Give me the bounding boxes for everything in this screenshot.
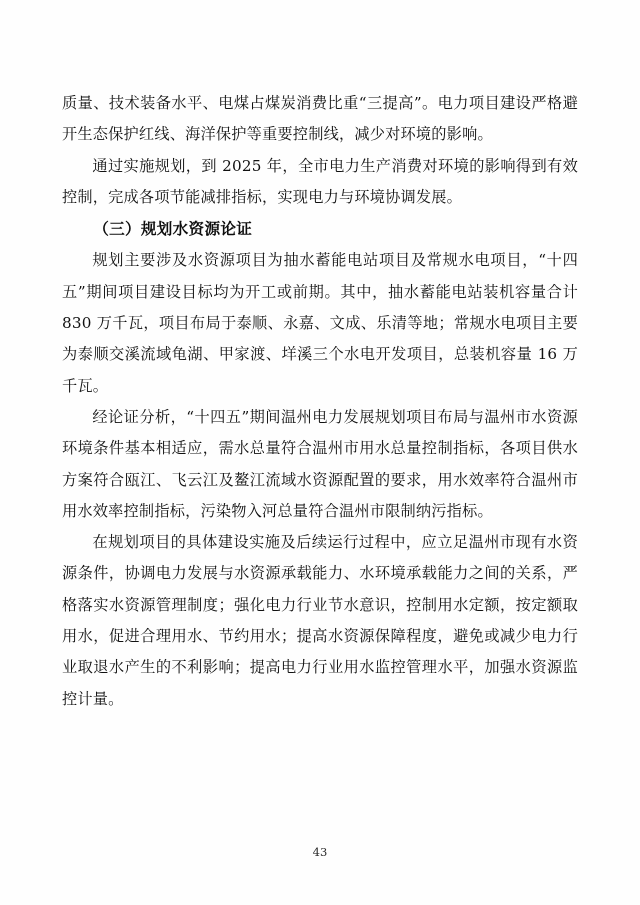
paragraph: 质量、技术装备水平、电煤占煤炭消费比重“三提高”。电力项目建设严格避开生态保护红线、海洋保护等重要控制线，减少对环境的影响。 bbox=[62, 94, 578, 144]
page-number: 43 bbox=[312, 845, 328, 859]
paragraph: 通过实施规划，到 2025 年，全市电力生产消费对环境的影响得到有效控制，完成各项节能减排指标，实现电力与环境协调发展。 bbox=[62, 156, 578, 206]
paragraph: 规划主要涉及水资源项目为抽水蓄能电站项目及常规水电项目，“十四五”期间项目建设目标均为开工或前期。其中，抽水蓄能电站装机容量合计 830 万千瓦，项目布局于泰顺、永嘉、文成、乐清等地；常规水电项目主要为泰顺交溪流域龟湖、甲家渡、垟溪三个水电开发项目，总装机容量 16 万千瓦。 bbox=[62, 251, 578, 395]
paragraph: 经论证分析，“十四五”期间温州电力发展规划项目布局与温州市水资源环境条件基本相适应，需水总量符合温州市用水总量控制指标，各项目供水方案符合瓯江、飞云江及鳌江流域水资源配置的要求，用水效率符合温州市用水效率控制指标，污染物入河总量符合温州市限制纳污指标。 bbox=[62, 407, 578, 520]
section-heading: （三）规划水资源论证 bbox=[93, 219, 253, 239]
page-body bbox=[62, 88, 578, 715]
paragraph: 在规划项目的具体建设实施及后续运行过程中，应立足温州市现有水资源条件，协调电力发展与水资源承载能力、水环境承载能力之间的关系，严格落实水资源管理制度；强化电力行业节水意识，控制用水定额，按定额取用水，促进合理用水、节约用水；提高水资源保障程度，避免或减少电力行业取退水产生的不利影响；提高电力行业用水监控管理水平，加强水资源监控计量。 bbox=[62, 533, 578, 708]
